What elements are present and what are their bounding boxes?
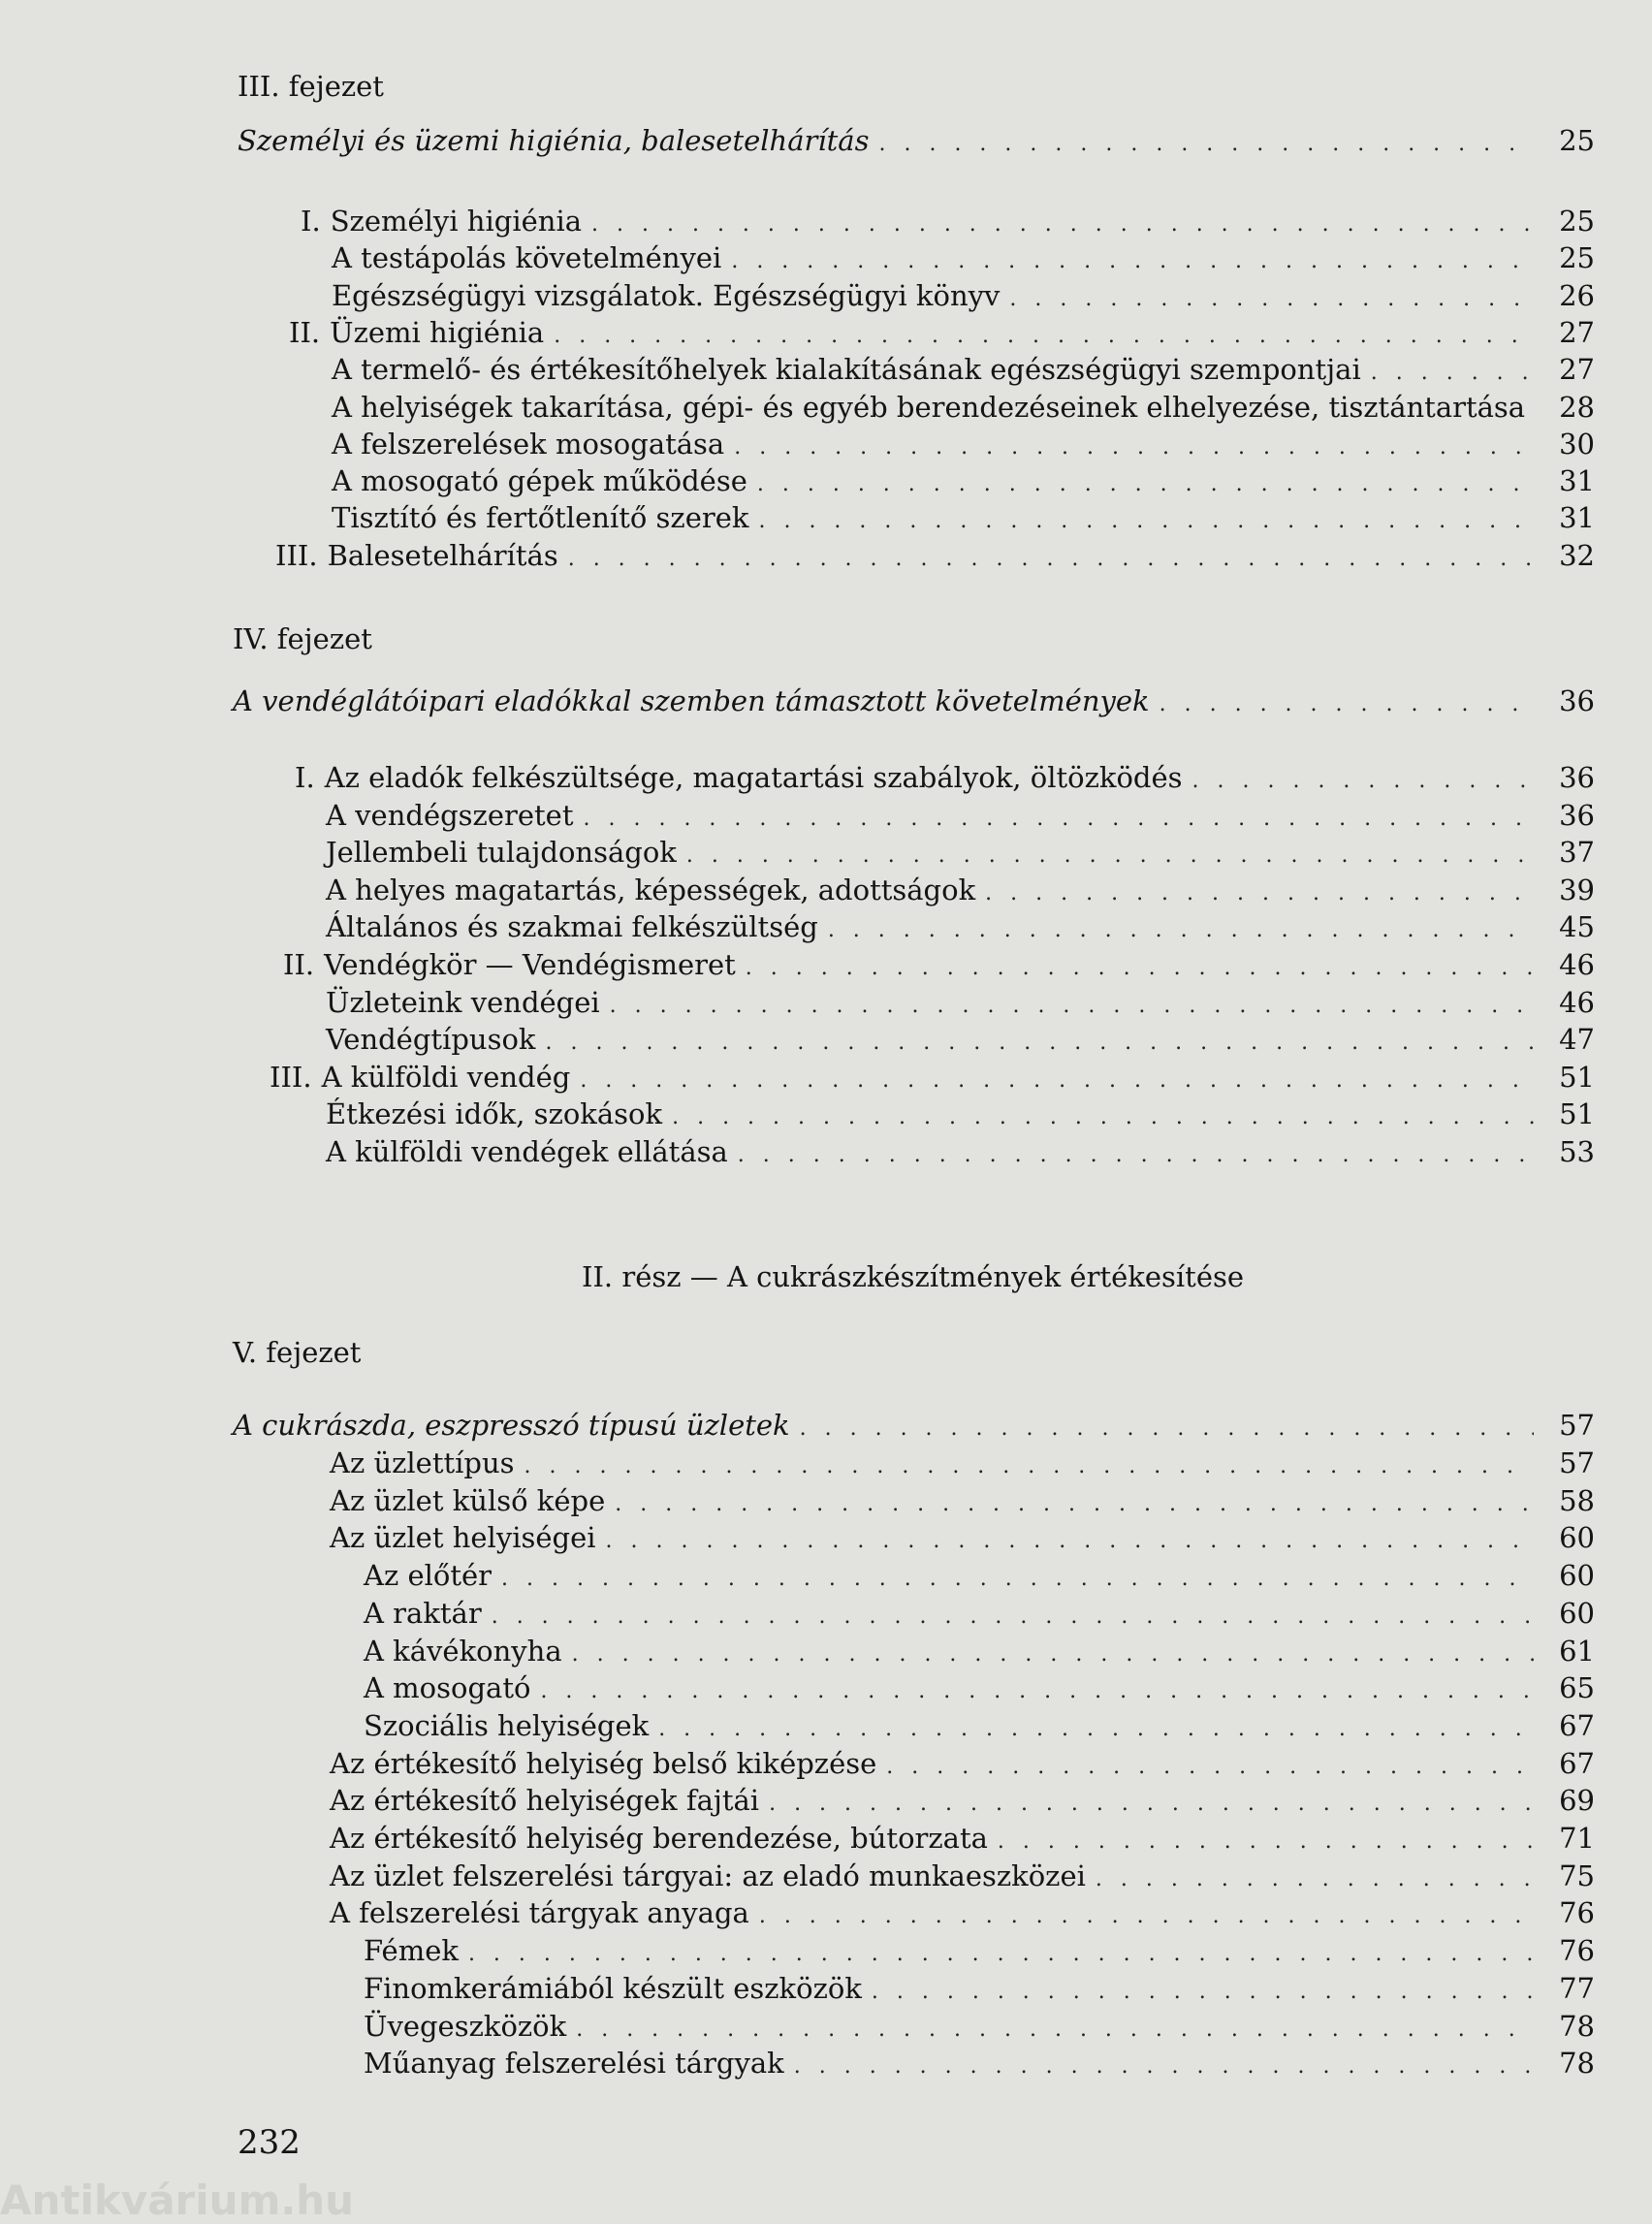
dot-leader xyxy=(828,913,1534,948)
dot-leader xyxy=(658,1712,1534,1747)
dot-leader xyxy=(878,127,1534,162)
toc-entry-label: Üvegeszközök xyxy=(364,2009,567,2043)
dot-leader xyxy=(501,1562,1534,1597)
toc-entry xyxy=(364,1708,1595,1743)
dot-leader xyxy=(576,2013,1534,2048)
chapter-title: A vendéglátóipari eladókkal szemben támasztott követelmények xyxy=(233,684,1150,717)
toc-entry-label: A helyiségek takarítása, gépi- és egyéb berendezéseinek elhelyezése, tisztántartása xyxy=(332,390,1526,424)
toc-entry-label: Üzleteink vendégei xyxy=(326,985,600,1019)
toc-entry-number: II. xyxy=(283,948,315,981)
dot-leader xyxy=(734,430,1534,465)
page-ref: 36 xyxy=(1559,798,1595,832)
page-ref: 46 xyxy=(1559,985,1595,1019)
dot-leader xyxy=(1192,764,1534,799)
page-ref: 31 xyxy=(1559,464,1595,498)
dot-leader xyxy=(794,2049,1534,2084)
page-ref: 51 xyxy=(1559,1097,1595,1131)
page-ref: 27 xyxy=(1559,315,1595,349)
dot-leader xyxy=(540,1674,1534,1709)
dot-leader xyxy=(580,1064,1534,1098)
dot-leader xyxy=(1371,356,1534,391)
toc-entry-label: A raktár xyxy=(364,1596,482,1630)
chapter-title: Személyi és üzemi higiénia, balesetelhárítás xyxy=(238,124,870,157)
toc-entry xyxy=(326,798,1595,833)
toc-entry xyxy=(332,352,1595,387)
chapter-title-row xyxy=(233,683,1595,718)
toc-entry xyxy=(283,947,1595,982)
dot-leader xyxy=(686,839,1534,874)
toc-entry xyxy=(330,1783,1595,1818)
page-ref: 78 xyxy=(1559,2047,1595,2081)
toc-entry xyxy=(289,315,1595,350)
toc-entry xyxy=(326,909,1595,944)
dot-leader xyxy=(492,1600,1534,1635)
dot-leader xyxy=(731,244,1534,279)
page-ref: 30 xyxy=(1559,427,1595,461)
dot-leader xyxy=(524,1449,1534,1484)
toc-entry-label: A felszerelési tárgyak anyaga xyxy=(330,1896,749,1930)
toc-entry xyxy=(326,1134,1595,1169)
toc-entry xyxy=(326,1022,1595,1057)
toc-entry-label: Az értékesítő helyiség belső kiképzése xyxy=(330,1746,877,1780)
toc-entry-label: Egészségügyi vizsgálatok. Egészségügyi könyv xyxy=(332,278,1001,312)
toc-entry xyxy=(364,1596,1595,1631)
toc-entry xyxy=(326,985,1595,1020)
dot-leader xyxy=(769,1787,1534,1822)
toc-entry-label: II. Vendégkör — Vendégismeret xyxy=(283,948,736,981)
page-ref: 47 xyxy=(1559,1023,1595,1057)
toc-entry xyxy=(364,1670,1595,1705)
toc-entry xyxy=(330,1895,1595,1930)
toc-entry-number: II. xyxy=(289,315,321,349)
page-ref: 78 xyxy=(1559,2009,1595,2043)
toc-entry-label: Az üzlet felszerelési tárgyai: az eladó munkaeszközei xyxy=(330,1859,1086,1892)
page-ref: 45 xyxy=(1559,910,1595,944)
dot-leader xyxy=(759,1899,1534,1934)
toc-entry-label: Az üzlettípus xyxy=(330,1446,515,1479)
page-ref: 25 xyxy=(1559,241,1595,275)
toc-entry xyxy=(330,1859,1595,1893)
dot-leader xyxy=(610,989,1534,1024)
toc-entry xyxy=(364,2009,1595,2044)
toc-entry-label: A kávékonyha xyxy=(364,1634,562,1668)
page-ref: 27 xyxy=(1559,353,1595,387)
toc-entry-label: Szociális helyiségek xyxy=(364,1708,650,1742)
toc-entry xyxy=(332,500,1595,535)
toc-entry xyxy=(332,390,1595,425)
toc-entry-label: A testápolás követelményei xyxy=(332,241,722,275)
page-ref: 67 xyxy=(1559,1746,1595,1780)
chapter-heading: III. fejezet xyxy=(238,70,384,103)
toc-entry-label: A felszerelések mosogatása xyxy=(332,427,725,461)
page-ref: 26 xyxy=(1559,278,1595,312)
toc-entry-label: Az értékesítő helyiségek fajtái xyxy=(330,1784,760,1818)
toc-entry-label: Tisztító és fertőtlenítő szerek xyxy=(332,501,749,535)
page-ref: 60 xyxy=(1559,1596,1595,1630)
dot-leader xyxy=(800,1412,1534,1446)
toc-entry xyxy=(332,278,1595,313)
dot-leader xyxy=(568,542,1534,577)
dot-leader xyxy=(672,1100,1534,1135)
page-ref: 32 xyxy=(1559,538,1595,572)
page-ref: 69 xyxy=(1559,1784,1595,1818)
part-title: II. rész — A cukrászkészítmények értékesítése xyxy=(582,1260,1245,1293)
page-ref: 60 xyxy=(1559,1521,1595,1555)
page-ref: 36 xyxy=(1559,684,1595,717)
toc-entry-label: A vendégszeretet xyxy=(326,798,574,832)
page-ref: 75 xyxy=(1559,1859,1595,1892)
page-ref: 57 xyxy=(1559,1409,1595,1442)
toc-entry-number: III. xyxy=(270,1060,312,1094)
chapter-heading: V. fejezet xyxy=(233,1336,362,1369)
toc-entry-label: II. Üzemi higiénia xyxy=(289,315,545,349)
toc-entry xyxy=(332,427,1595,461)
toc-entry-label: Az értékesítő helyiség berendezése, bútorzata xyxy=(330,1822,988,1855)
dot-leader xyxy=(998,1825,1534,1859)
chapter-title: A cukrászda, eszpresszó típusú üzletek xyxy=(233,1409,790,1442)
toc-entry-label: III. Balesetelhárítás xyxy=(275,538,558,572)
toc-entry xyxy=(330,1446,1595,1480)
page-ref: 61 xyxy=(1559,1634,1595,1668)
toc-entry-label: III. A külföldi vendég xyxy=(270,1060,571,1094)
watermark: Antikvárium.hu xyxy=(0,2176,355,2224)
page-ref: 57 xyxy=(1559,1446,1595,1479)
dot-leader xyxy=(886,1750,1534,1785)
toc-entry-label: Vendégtípusok xyxy=(326,1023,536,1057)
chapter-title-row xyxy=(238,123,1595,158)
dot-leader xyxy=(757,467,1534,502)
page-ref: 76 xyxy=(1559,1934,1595,1968)
dot-leader xyxy=(584,802,1535,837)
toc-entry-label: Fémek xyxy=(364,1934,459,1968)
toc-entry xyxy=(330,1746,1595,1781)
dot-leader xyxy=(738,1138,1534,1173)
toc-entry-label: Az üzlet külső képe xyxy=(330,1483,606,1517)
toc-entry-label: A külföldi vendégek ellátása xyxy=(326,1135,728,1168)
toc-entry-label: Jellembeli tulajdonságok xyxy=(326,836,677,870)
toc-entry xyxy=(364,1634,1595,1668)
toc-entry xyxy=(332,463,1595,498)
dot-leader xyxy=(615,1487,1534,1522)
dot-leader xyxy=(1009,282,1534,317)
toc-entry xyxy=(295,760,1595,795)
page-ref: 58 xyxy=(1559,1483,1595,1517)
dot-leader xyxy=(758,504,1534,539)
toc-entry-number: I. xyxy=(301,205,321,238)
toc-entry xyxy=(364,1558,1595,1593)
toc-entry-label: Az üzlet helyiségei xyxy=(330,1521,596,1555)
toc-entry-label: Étkezési idők, szokások xyxy=(326,1097,663,1131)
dot-leader xyxy=(985,876,1534,911)
toc-entry-label: I. Az eladók felkészültsége, magatartási szabályok, öltözködés xyxy=(295,761,1183,794)
chapter-heading: IV. fejezet xyxy=(233,622,372,655)
dot-leader xyxy=(1160,687,1534,722)
page-ref: 25 xyxy=(1559,205,1595,238)
toc-entry xyxy=(301,204,1595,238)
dot-leader xyxy=(1096,1862,1534,1897)
page-ref: 25 xyxy=(1559,124,1595,157)
page-ref: 37 xyxy=(1559,836,1595,870)
page-ref: 76 xyxy=(1559,1896,1595,1930)
toc-entry xyxy=(330,1520,1595,1555)
dot-leader xyxy=(554,319,1534,354)
toc-entry-label: I. Személyi higiénia xyxy=(301,205,583,238)
page-ref: 71 xyxy=(1559,1822,1595,1855)
toc-entry xyxy=(364,2046,1595,2081)
toc-entry xyxy=(275,538,1595,573)
toc-entry xyxy=(332,240,1595,275)
page-number: 232 xyxy=(238,2123,301,2162)
dot-leader xyxy=(746,951,1534,986)
page-ref: 67 xyxy=(1559,1708,1595,1742)
toc-entry xyxy=(330,1483,1595,1518)
toc-entry xyxy=(326,835,1595,870)
page-ref: 77 xyxy=(1559,1971,1595,2005)
dot-leader xyxy=(572,1637,1534,1672)
page-ref: 60 xyxy=(1559,1559,1595,1593)
chapter-title-row xyxy=(233,1408,1595,1443)
page-ref: 39 xyxy=(1559,873,1595,906)
page-ref: 53 xyxy=(1559,1135,1595,1168)
toc-entry-label: A termelő- és értékesítőhelyek kialakításának egészségügyi szempontjai xyxy=(332,353,1361,387)
page-ref: 31 xyxy=(1559,501,1595,535)
toc-entry xyxy=(330,1821,1595,1856)
toc-entry xyxy=(326,1096,1595,1131)
dot-leader xyxy=(468,1937,1534,1972)
dot-leader xyxy=(872,1975,1534,2010)
page-ref: 65 xyxy=(1559,1671,1595,1705)
dot-leader xyxy=(591,207,1534,242)
dot-leader xyxy=(546,1026,1535,1061)
toc-entry-number: I. xyxy=(295,761,315,794)
toc-entry xyxy=(326,873,1595,907)
toc-entry-label: Műanyag felszerelési tárgyak xyxy=(364,2047,784,2081)
page-ref: 36 xyxy=(1559,761,1595,794)
page-ref: 46 xyxy=(1559,948,1595,981)
toc-entry-number: III. xyxy=(275,538,318,572)
page-ref: 51 xyxy=(1559,1060,1595,1094)
toc-entry-label: Finomkerámiából készült eszközök xyxy=(364,1971,862,2005)
toc-entry xyxy=(270,1060,1595,1095)
page-ref: 28 xyxy=(1559,390,1595,424)
toc-entry-label: Általános és szakmai felkészültség xyxy=(326,910,818,944)
toc-entry-label: A mosogató xyxy=(364,1671,531,1705)
toc-entry xyxy=(364,1971,1595,2006)
toc-entry-label: Az előtér xyxy=(364,1559,492,1593)
toc-entry xyxy=(364,1933,1595,1968)
toc-entry-label: A mosogató gépek működése xyxy=(332,464,747,498)
toc-entry-label: A helyes magatartás, képességek, adottságok xyxy=(326,873,976,906)
dot-leader xyxy=(606,1524,1534,1559)
